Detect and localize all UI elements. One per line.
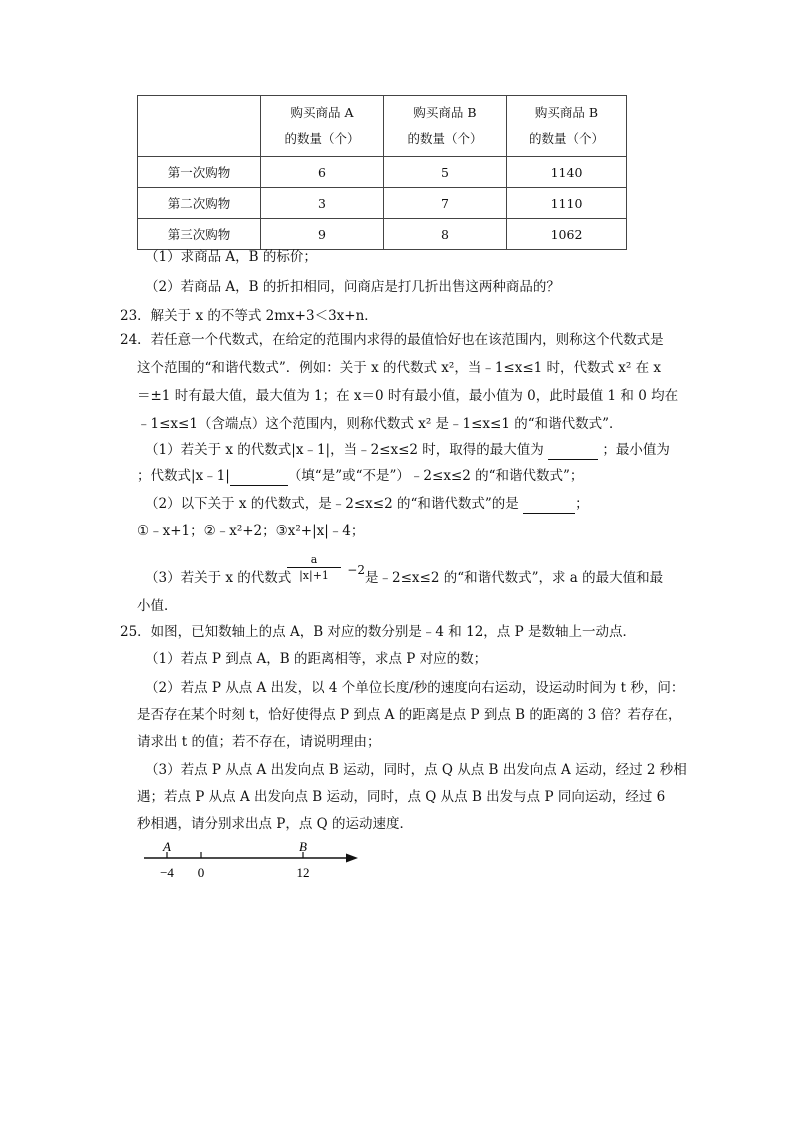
point-a-label: A (163, 839, 171, 854)
table-header-row (138, 96, 627, 157)
table-header-cell: 购买商品 A 的数量（个） (261, 96, 384, 157)
tick-label-a: −4 (160, 865, 174, 880)
q24-options: ①﹣x+1；②﹣x²+2；③x²+|x|﹣4； (137, 523, 365, 539)
number-line-arrow-icon (346, 854, 358, 863)
table-cell: 第一次购物 (138, 157, 261, 188)
q24-line4: ﹣1≤x≤1（含端点）这个范围内，则称代数式 x² 是﹣1≤x≤1 的“和谐代数式”． (137, 416, 623, 432)
q25-line1: 25．如图，已知数轴上的点 A，B 对应的数分别是﹣4 和 12，点 P 是数轴上一动点． (120, 624, 636, 640)
q25-part3-line3: 秒相遇，请分别求出点 P，点 Q 的运动速度． (137, 816, 414, 832)
q23-text: 23．解关于 x 的不等式 2mx+3＜3x+n． (120, 308, 378, 324)
table-cell: 3 (261, 188, 384, 219)
number-line (140, 838, 370, 888)
table-cell: 1140 (507, 157, 627, 188)
tick-label-zero: 0 (197, 865, 205, 880)
q24-part1-line2: ；代数式|x﹣1| （填“是”或“不是”）﹣2≤x≤2 的“和谐代数式”； (137, 468, 584, 484)
q25-part3-line1: （3）若点 P 从点 A 出发向点 B 运动，同时，点 Q 从点 B 出发向点 A 运动，经过 2 秒相 (145, 762, 687, 778)
table-header-cell: 购买商品 B 的数量（个） (384, 96, 507, 157)
table-cell: 1110 (507, 188, 627, 219)
point-b-label: B (299, 839, 307, 854)
table-header-cell: 购买商品 B 的数量（个） (507, 96, 627, 157)
table-cell: 9 (261, 219, 384, 250)
q24-line1: 24．若任意一个代数式，在给定的范围内求得的最值恰好也在该范围内，则称这个代数式是 (120, 332, 664, 348)
purchase-table (137, 95, 627, 250)
table-cell: 第二次购物 (138, 188, 261, 219)
q24-line3: ＝±1 时有最大值，最大值为 1；在 x＝0 时有最小值，最小值为 0，此时最值 1 和 0 均在 (137, 388, 679, 404)
q25-part2-line2: 是否存在某个时刻 t，恰好使得点 P 到点 A 的距离是点 P 到点 B 的距离的 3 倍？若存在， (137, 707, 682, 723)
table-row (138, 219, 627, 250)
q25-part3-line2: 遇；若点 P 从点 A 出发向点 B 运动，同时，点 Q 从点 B 出发与点 P 同向运动，经过 6 (137, 789, 666, 805)
table-row (138, 157, 627, 188)
q24-part2-line1: （2）以下关于 x 的代数式，是﹣2≤x≤2 的“和谐代数式”的是 ； (145, 496, 589, 512)
q25-part2-line1: （2）若点 P 从点 A 出发，以 4 个单位长度/秒的速度向右运动，设运动时间为 t 秒，问： (145, 680, 685, 696)
table-cell: 6 (261, 157, 384, 188)
q22-part2: （2）若商品 A，B 的折扣相同，问商店是打几折出售这两种商品的？ (145, 279, 560, 295)
table-cell: 8 (384, 219, 507, 250)
q25-part2-line3: 请求出 t 的值；若不存在，请说明理由； (137, 734, 381, 750)
q22-part1: （1）求商品 A，B 的标价； (145, 249, 317, 265)
answer-blank (523, 495, 575, 514)
q24-part3-line1: （3）若关于 x 的代数式 −2是﹣2≤x≤2 的“和谐代数式”，求 a 的最大值和最 (145, 563, 664, 586)
table-row (138, 188, 627, 219)
q24-part3-line2: 小值． (137, 598, 178, 614)
answer-blank (230, 467, 288, 486)
q24-line2: 这个范围的“和谐代数式”．例如：关于 x 的代数式 x²，当﹣1≤x≤1 时，代数式 x² 在 x (137, 360, 662, 376)
tick-label-b: 12 (296, 865, 310, 880)
fraction-expression: $\frac{a}{|x|+1}$ (287, 553, 341, 582)
q25-part1: （1）若点 P 到点 A，B 的距离相等，求点 P 对应的数； (145, 651, 488, 667)
q24-part1-line1: （1）若关于 x 的代数式|x﹣1|，当﹣2≤x≤2 时，取得的最大值为 ；最小值为 (145, 442, 670, 458)
answer-blank (548, 441, 598, 460)
table-cell: 7 (384, 188, 507, 219)
table-cell: 5 (384, 157, 507, 188)
table-header-empty (138, 96, 261, 157)
table-cell: 第三次购物 (138, 219, 261, 250)
table-cell: 1062 (507, 219, 627, 250)
